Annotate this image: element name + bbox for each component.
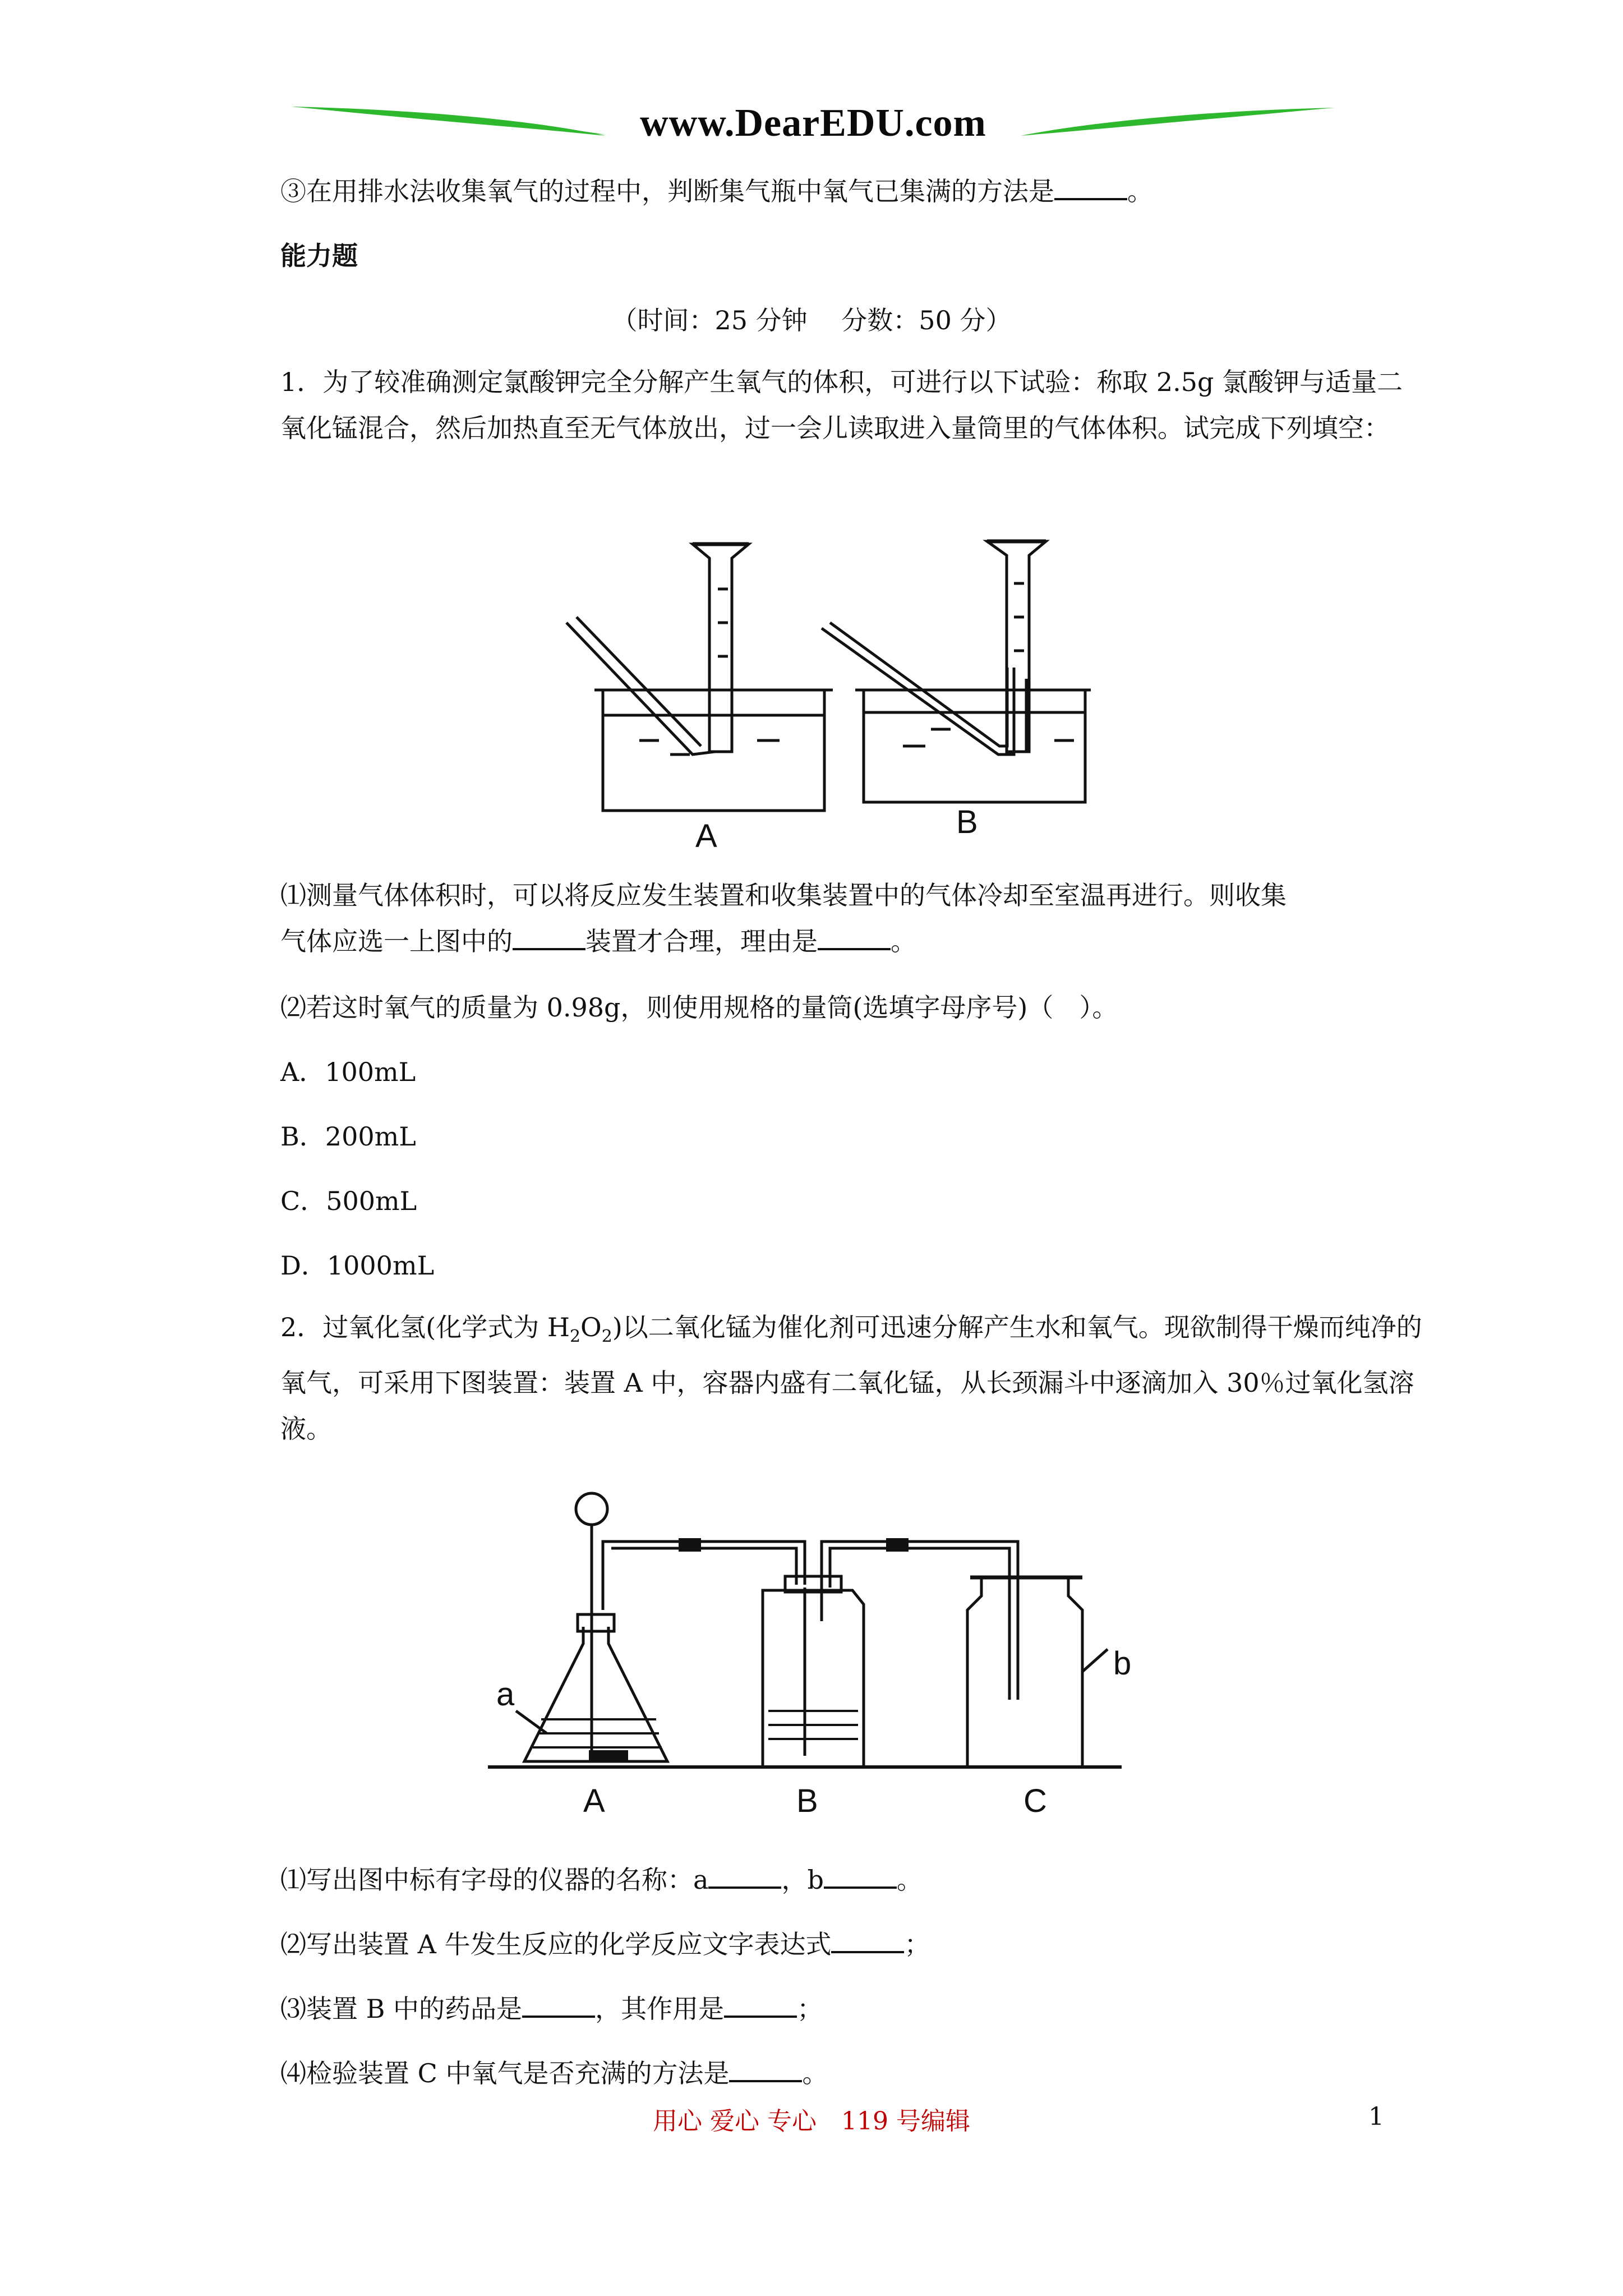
answer-blank — [824, 1862, 897, 1889]
question-3-line: ③在用排水法收集氧气的过程中，判断集气瓶中氧气已集满的方法是 。 — [280, 168, 1153, 214]
option-c: C．500mL — [280, 1186, 417, 1216]
figure-2-label-a: a — [496, 1676, 515, 1713]
subquestion-2: ⑵若这时氧气的质量为 0.98g，则使用规格的量筒(选填字母序号)（ ）。 — [280, 992, 1118, 1023]
gas-collection-diagram — [538, 527, 1127, 853]
subquestion-2-1: ⑴写出图中标有字母的仪器的名称：a ，b 。 — [280, 1857, 923, 1903]
answer-blank — [708, 1862, 781, 1889]
answer-blank — [831, 1926, 904, 1953]
option-a: A．100mL — [280, 1057, 416, 1087]
figure-2-apparatus — [488, 1475, 1133, 1823]
section-heading: 能力题 — [280, 241, 358, 271]
subquestion-1-line-1: ⑴测量气体体积时，可以将反应发生装置和收集装置中的气体冷却至室温再进行。则收集 — [280, 880, 1287, 910]
figure-1-label-b: B — [956, 804, 978, 840]
answer-blank — [1054, 173, 1127, 200]
figure-2-label-C: C — [1023, 1783, 1047, 1819]
subquestion-2-2: ⑵写出装置 A 牛发生反应的化学反应文字表达式 ； — [280, 1921, 930, 1967]
figure-1-apparatus — [538, 527, 1127, 853]
option-d: D．1000mL — [280, 1250, 435, 1281]
page-header — [292, 95, 1335, 146]
subquestion-2-3: ⑶装置 B 中的药品是 ，其作用是 ； — [280, 1986, 823, 2032]
figure-2-label-A: A — [583, 1783, 605, 1819]
subquestion-1-line-2: 气体应选一上图中的 装置才合理，理由是 。 — [280, 918, 916, 964]
answer-blank — [724, 1991, 797, 2018]
subquestion-2-4: ⑷检验装置 C 中氧气是否充满的方法是 。 — [280, 2050, 828, 2096]
figure-1-label-a: A — [695, 818, 717, 853]
answer-blank — [513, 923, 585, 950]
answer-blank — [522, 1991, 595, 2018]
answer-blank — [818, 923, 891, 950]
option-b: B．200mL — [280, 1121, 416, 1152]
site-logo: www.DearEDU.com — [640, 102, 986, 145]
question-1-text: 1．为了较准确测定氯酸钾完全分解产生氧气的体积，可进行以下试验：称取 2.5g 氯酸钾与适量二氧化锰混合，然后加热直至无气体放出，过一会儿读取进入量筒里的气体体积。试完成下列填空： — [280, 367, 1403, 443]
figure-2-label-b: b — [1113, 1645, 1132, 1682]
question-2-text: 2．过氧化氢(化学式为 $H_2O_2$)以二氧化锰为催化剂可迅速分解产生水和氧气。现欲制得干燥而纯净的氧气，可采用下图装置：装置 A 中，容器内盛有二氧化锰，从长颈漏斗中逐滴加入 30％过氧化氢溶液。 — [280, 1312, 1422, 1444]
time-score-line: （时间：25 分钟 分数：50 分） — [611, 305, 1012, 335]
oxygen-preparation-diagram — [488, 1475, 1133, 1823]
page-footer: 用心 爱心 专心 119 号编辑 — [653, 2107, 970, 2136]
figure-2-label-B: B — [796, 1783, 818, 1819]
answer-blank — [729, 2055, 802, 2082]
page-number: 1 — [1368, 2102, 1384, 2131]
